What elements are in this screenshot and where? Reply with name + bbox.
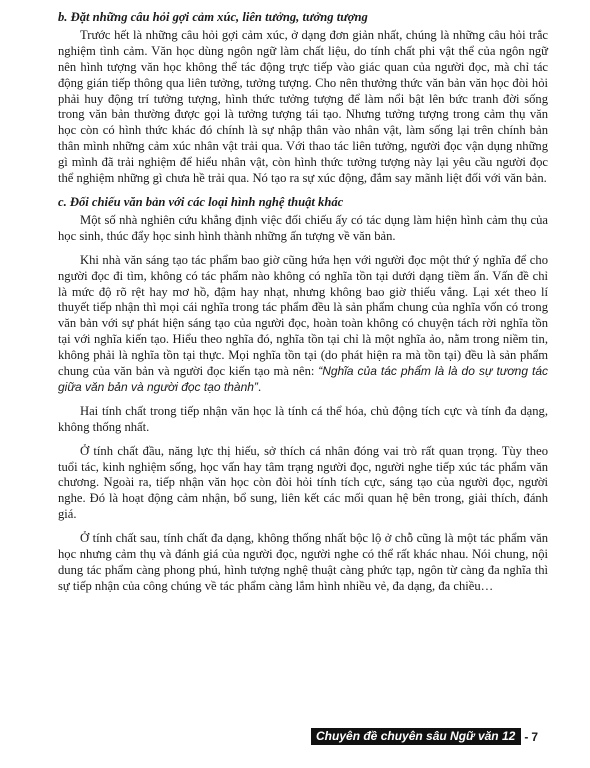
footer-book-title: Chuyên đề chuyên sâu Ngữ văn 12 xyxy=(311,728,521,745)
page-content xyxy=(58,10,548,603)
section-b-heading: b. Đặt những câu hỏi gợi cảm xúc, liên tưởng, tưởng tượng xyxy=(58,10,368,24)
page-footer xyxy=(311,728,538,745)
paragraph-2-main-text: Khi nhà văn sáng tạo tác phẩm bao giờ cũng hứa hẹn với người đọc một thứ ý nghĩa để cho người đọc đi tìm, không có tác phẩm nào không có nghĩa tồn tại dưới dạng tiềm ẩn. Vấn đề chỉ là mức độ rõ rệt hay mơ hồ, đậm hay nhạt, nhưng không bao giờ thiếu vắng. Lại xét theo lí thuyết tiếp nhận thì mọi cái nghĩa trong tác phẩm đều là sản phẩm chung của nghĩa vốn có trong văn bản với sự phát hiện sáng tạo của người đọc, hoàn toàn không có chuyện tách rời nghĩa tồn tại với nghĩa kiến tạo. Hiểu theo nghĩa đó, nghĩa tồn tại chỉ là một nghĩa ảo, nằm trong niềm tin, không phải là nghĩa tồn tại thực. Mọi nghĩa tồn tại (do phát hiện ra mà tồn tại) đều là sản phẩm chung của văn bản và người đọc kiến tạo mà nên: xyxy=(58,252,548,379)
section-c-paragraph-4: Ở tính chất đầu, năng lực thị hiếu, sở thích cá nhân đóng vai trò rất quan trọng. Tùy theo tuổi tác, kinh nghiệm sống, học vấn hay tâm trạng người đọc, người nghe tiếp xúc tác phẩm văn chương. Ngoài ra, tiếp nhận văn học còn đòi hỏi tính tích cực, sáng tạo của người đọc, người nghe. Đó là hoạt động cảm nhận, bổ sung, liên kết các mối quan hệ bên trong, giải thích, đánh giá. xyxy=(58,443,548,522)
section-c-paragraph-2 xyxy=(58,253,548,396)
paragraph-2-quote: “Nghĩa của tác phẩm là là do sự tương tác giữa văn bản và người đọc tạo thành” xyxy=(58,364,548,394)
paragraph-2-end: . xyxy=(257,379,262,394)
page-number: 7 xyxy=(531,729,538,744)
footer-separator: - xyxy=(524,729,529,744)
section-b-paragraph: Trước hết là những câu hỏi gợi cảm xúc, ở dạng đơn giản nhất, chúng là những câu hỏi trắc nghiệm tình cảm. Văn học dùng ngôn ngữ làm chất liệu, do tính chất phi vật thể của ngôn ngữ nên hình tượng văn học không thể tác động trực tiếp vào giác quan của người đọc, mà chỉ tác động gián tiếp thông qua liên tưởng, tưởng tượng. Cho nên thưởng thức văn bản văn học đòi hỏi phải huy động trí tưởng tượng, hình thức tưởng tượng để làm nổi bật lên bức tranh đời sống trong văn bản thường được gọi là tưởng tượng tái tạo. Nhưng tưởng tượng trong cảm thụ văn học còn có hình thức khác đó chính là sự nhập thân vào nhân vật, làm sống lại trên chính bản thân mình những cảm xúc nhân vật trải qua. Với thao tác liên tưởng, người đọc vận dụng những gì mình đã trải nghiệm để hiểu nhân vật, còn hình thức tưởng tượng này lại yêu cầu người đọc thể nghiệm những gì chưa hề trải qua. Nó tạo ra sự xúc động, đắm say mãnh liệt đối với văn bản. xyxy=(58,27,548,186)
section-c-paragraph-5: Ở tính chất sau, tính chất đa dạng, không thống nhất bộc lộ ở chỗ cũng là một tác phẩm văn học nhưng cảm thụ và đánh giá của người đọc, người nghe có thể rất khác nhau. Nói chung, nội dung tác phẩm càng phong phú, hình tượng nghệ thuật càng phức tạp, ngôn từ càng đa nghĩa thì sự tiếp nhận của công chúng về tác phẩm càng lắm hình nhiều vẻ, đa dạng, đa chiều… xyxy=(58,531,548,593)
section-c-heading: c. Đối chiếu văn bản với các loại hình nghệ thuật khác xyxy=(58,194,344,209)
section-c-paragraph-1: Một số nhà nghiên cứu khẳng định việc đối chiếu ấy có tác dụng làm hiện hình cảm thụ của học sinh, thúc đẩy học sinh hình thành những ấn tượng về văn bản. xyxy=(58,212,548,243)
section-c-paragraph-3: Hai tính chất trong tiếp nhận văn học là tính cá thể hóa, chủ động tích cực và tính đa dạng, không thống nhất. xyxy=(58,403,548,434)
